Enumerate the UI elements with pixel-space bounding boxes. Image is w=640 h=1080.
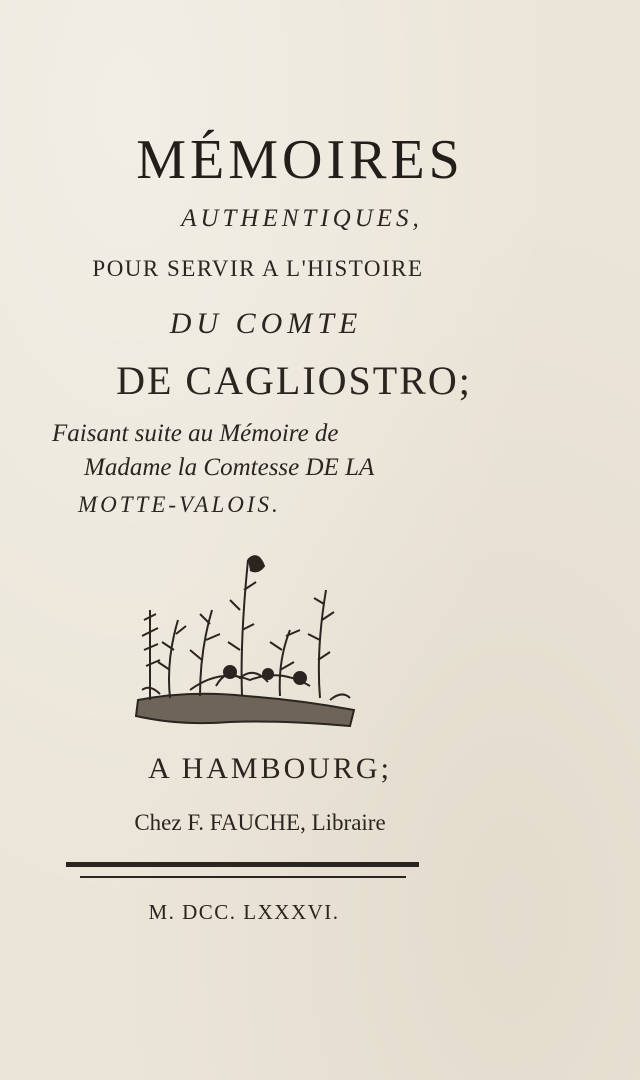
double-rule-thin: [80, 876, 406, 878]
note-line-2: Madame la Comtesse DE LA: [84, 454, 375, 481]
double-rule-thick: [66, 862, 419, 867]
note-line-1: Faisant suite au Mémoire de: [52, 420, 339, 447]
imprint-year: M. DCC. LXXXVI.: [148, 900, 340, 924]
subtitle-histoire: POUR SERVIR A L'HISTOIRE: [92, 256, 424, 281]
subtitle-authentiques: AUTHENTIQUES,: [181, 205, 423, 232]
woodcut-plant-vignette-icon: [130, 550, 362, 734]
note-line-3: MOTTE-VALOIS.: [78, 492, 281, 517]
imprint-publisher: Chez F. FAUCHE, Libraire: [134, 810, 386, 835]
imprint-place: A HAMBOURG;: [148, 752, 392, 785]
subtitle-du-comte: DU COMTE: [169, 307, 363, 340]
page-title: MÉMOIRES: [136, 129, 464, 191]
subtitle-cagliostro: DE CAGLIOSTRO;: [116, 358, 472, 403]
